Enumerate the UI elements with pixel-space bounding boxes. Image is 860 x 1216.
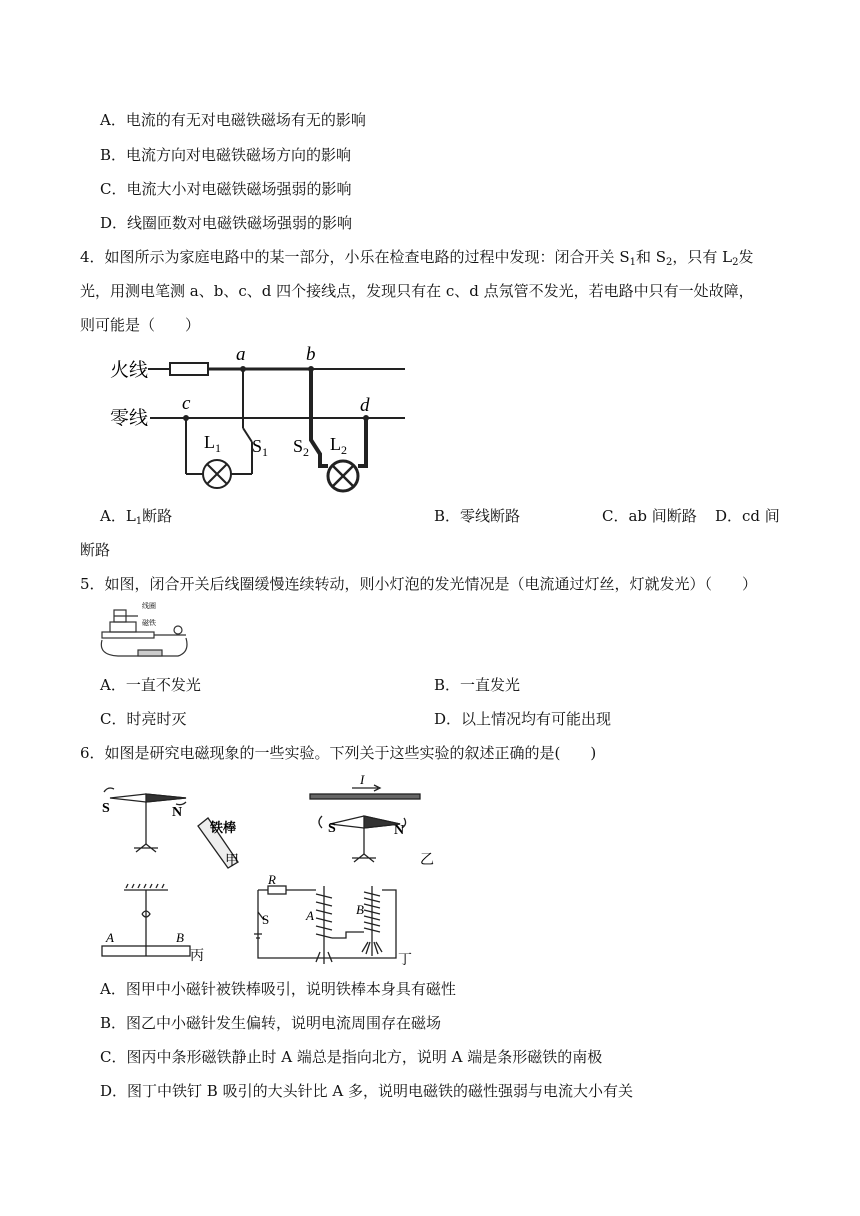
switch-s2-label: $S_2$ <box>293 436 310 459</box>
jia-n-label: N <box>172 805 183 820</box>
nail-b-label: B <box>356 902 364 917</box>
nail-a-label: A <box>306 908 314 923</box>
jia-s-label: S <box>102 801 110 816</box>
yi-label: 乙 <box>420 853 434 868</box>
q4-option-a: A．$L_1$断路 <box>100 507 173 527</box>
q4-circuit-figure <box>100 340 420 500</box>
q4-option-c: C．ab 间断路 <box>602 507 697 525</box>
q6-stem: 6．如图是研究电磁现象的一些实验。下列关于这些实验的叙述正确的是( ) <box>80 744 597 762</box>
point-b-label: b <box>306 344 316 365</box>
q4-stem-line1: 4．如图所示为家庭电路中的某一部分，小乐在检查电路的过程中发现：闭合开关 $S_1$和 $S_2$，只有 $L_2$发 <box>80 248 754 268</box>
q4-stem-line2: 光，用测电笔测 a、b、c、d 四个接线点，发现只有在 c、d 点氖管不发光，若电路中只有一处故障， <box>80 282 754 300</box>
point-c-label: c <box>182 393 191 414</box>
point-a-label: a <box>236 344 246 365</box>
jia-label: 甲 <box>225 854 239 869</box>
live-wire-label: 火线 <box>110 360 149 381</box>
q5-option-b: B．一直发光 <box>434 676 521 694</box>
lamp-l2-label: $L_2$ <box>330 434 347 457</box>
bing-b-label: B <box>176 930 184 945</box>
ding-label: 丁 <box>398 953 412 968</box>
q4-stem-line3: 则可能是（ ） <box>80 316 201 334</box>
q6-figure-yi <box>308 772 448 868</box>
bing-label: 丙 <box>190 949 204 964</box>
q3-option-d: D．线圈匝数对电磁铁磁场强弱的影响 <box>100 214 353 232</box>
q6-option-a: A．图甲中小磁针被铁棒吸引，说明铁棒本身具有磁性 <box>100 980 456 998</box>
q6-option-c: C．图丙中条形磁铁静止时 A 端总是指向北方，说明 A 端是条形磁铁的南极 <box>100 1048 603 1066</box>
q4-option-d-continued: 断路 <box>80 541 111 559</box>
q3-option-b: B．电流方向对电磁铁磁场方向的影响 <box>100 146 352 164</box>
q4-option-b: B．零线断路 <box>434 507 521 525</box>
q6-figure-ding <box>246 872 438 972</box>
neutral-wire-label: 零线 <box>110 408 149 429</box>
iron-rod-label: 铁棒 <box>210 820 237 835</box>
q5-stem: 5．如图，闭合开关后线圈缓慢连续转动，则小灯泡的发光情况是（电流通过灯丝，灯就发光）（ ） <box>80 575 758 593</box>
q5-option-a: A．一直不发光 <box>100 676 201 694</box>
resistor-r-label: R <box>268 872 276 887</box>
point-d-label: d <box>360 395 370 416</box>
q4-option-d: D．cd 间 <box>715 507 780 525</box>
q6-figure-bing <box>100 884 210 966</box>
yi-s-label: S <box>328 821 336 836</box>
coil-label: 线圈 <box>142 602 156 610</box>
q3-option-c: C．电流大小对电磁铁磁场强弱的影响 <box>100 180 352 198</box>
q6-option-d: D．图丁中铁钉 B 吸引的大头针比 A 多，说明电磁铁的磁性强弱与电流大小有关 <box>100 1082 633 1100</box>
switch-s1-label: $S_1$ <box>252 436 269 459</box>
q5-generator-figure <box>98 600 198 662</box>
q3-option-a: A．电流的有无对电磁铁磁场有无的影响 <box>100 111 366 129</box>
q6-figure-jia <box>98 778 248 870</box>
q5-option-c: C．时亮时灭 <box>100 710 187 728</box>
q6-option-b: B．图乙中小磁针发生偏转，说明电流周围存在磁场 <box>100 1014 442 1032</box>
current-i-label: I <box>360 772 365 787</box>
lamp-l1-label: $L_1$ <box>204 432 221 455</box>
magnet-label: 磁铁 <box>142 619 156 627</box>
bing-a-label: A <box>106 930 114 945</box>
switch-s-label: S <box>262 912 270 927</box>
yi-n-label: N <box>394 823 405 838</box>
q5-option-d: D．以上情况均有可能出现 <box>434 710 612 728</box>
